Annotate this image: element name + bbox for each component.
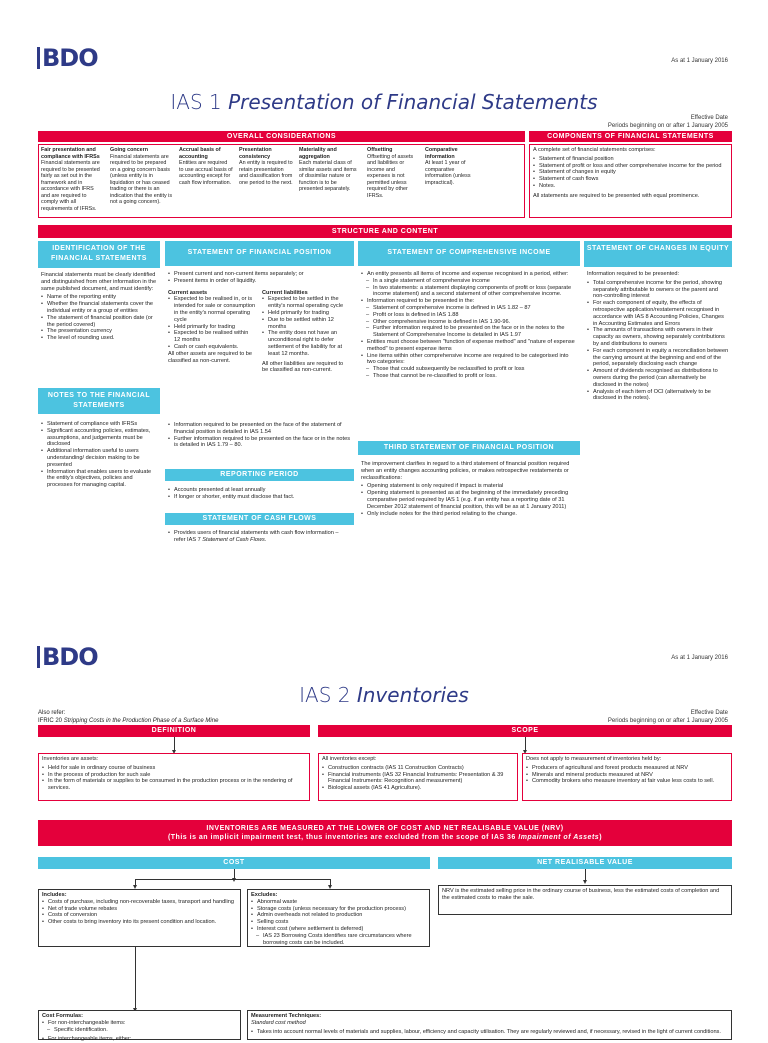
list-item: • Only include notes for the third period relating to the change. — [361, 511, 577, 518]
effective-date-2: Effective Date Periods beginning on or after 1 January 2005 — [607, 710, 728, 724]
third-sofp-header: THIRD STATEMENT OF FINANCIAL POSITION — [358, 441, 580, 455]
cashflow-header: STATEMENT OF CASH FLOWS — [165, 513, 354, 525]
formula-arrow — [135, 947, 136, 1009]
soce-box: Information required to be presented: • Total comprehensive income for the period, showing separately attributable to owners or the parent and non-controlling interest • For each component of equity, the effects of retrospective application/restatement recognised in accordance with IAS 8 Accounting Policies, Changes in Accounting Estimates and Errors • The amounts of transactions with owners in their capacity as owners, showing separately contributions by and distributions to owners • For each component in equity a reconciliation between the carrying amount at the beginning and end of the period, separately disclosing each change • Amount of dividends recognised as distributions to owners during the period (can alternatively be disclosed in the notes) • Analysis of each item of OCI (alternatively to be disclosed in the notes). — [584, 269, 732, 435]
list-item: • Statement of compliance with IFRSs — [41, 421, 157, 428]
notes-box — [38, 419, 160, 515]
list-item: – In a single statement of comprehensive income — [361, 278, 577, 285]
list-item: • Statement of financial position — [533, 156, 728, 163]
measurement-banner: INVENTORIES ARE MEASURED AT THE LOWER OF COST AND NET REALISABLE VALUE (NRV) (This is an implicit impairment test, thus inventories are excluded from the scope of IAS 36 Impairment of Assets) — [38, 820, 732, 846]
list-item: • Analysis of each item of OCI (alternatively to be disclosed in the notes). — [587, 389, 729, 403]
list-item: • Due to be settled within 12 months — [262, 317, 350, 331]
also-refer: Also refer: IFRIC 20 Stripping Costs in the Production Phase of a Surface Mine — [38, 710, 219, 724]
reporting-period-header: REPORTING PERIOD — [165, 469, 354, 481]
list-item: • Interest cost (where settlement is deferred) — [251, 926, 426, 933]
nrv-header: NET REALISABLE VALUE — [438, 857, 732, 869]
list-item: • Present items in order of liquidity. — [168, 278, 351, 285]
definition-box: Inventories are assets: • Held for sale in ordinary course of business • In the process of production for such sale • In the form of materials or supplies to be consumed in the production process or in the rendering of services. — [38, 753, 310, 801]
list-item: • Expected to be settled in the entity's normal operating cycle — [262, 296, 350, 310]
list-item: • Entities must choose between "function of expense method" and "nature of expense method" to present expense items — [361, 339, 577, 353]
list-item: • Information that enables users to evaluate the entity's objectives, policies and processes for managing capital. — [41, 469, 157, 489]
list-item: • The entity does not have an unconditional right to defer settlement of the liability for at least 12 months. — [262, 330, 350, 357]
list-item: • Minerals and mineral products measured at NRV — [526, 772, 728, 779]
list-item: • The amounts of transactions with owners in their capacity as owners, showing separately contributions by and distributions to owners — [587, 327, 729, 347]
as-at-date: As at 1 January 2016 — [671, 58, 728, 64]
list-item: • In the form of materials or supplies to be consumed in the production process or in the rendering of services. — [42, 778, 306, 792]
list-item: • Additional information useful to users understanding/ decision making to be presented — [41, 448, 157, 468]
list-item: • Opening statement is presented as at the beginning of the immediately preceding comparative period required by IAS 1 (e.g. if an entity has a reporting date of 31 December 2012 statement of financial position, this will be as at 1 January 2011) — [361, 490, 577, 510]
list-item: • Selling costs — [251, 919, 426, 926]
overall-column: Going concern Financial statements are required to be prepared on a going concern basis (unless entity is in liquidation or has ceased trading or there is an indication that the entity is not a going concern). — [110, 147, 173, 205]
list-item: • Further information required to be presented on the face or in the notes is detailed in IAS 1.79 – 80. — [168, 436, 351, 450]
list-item: • Information required to be presented in the: — [361, 298, 577, 305]
cost-stem — [234, 869, 235, 879]
list-item: • An entity presents all items of income and expense recognised in a period, either: — [361, 271, 577, 278]
list-item: • In the process of production for such sale — [42, 772, 306, 779]
list-item: • Biological assets (IAS 41 Agriculture). — [322, 785, 514, 792]
as-at-date-2: As at 1 January 2016 — [671, 655, 728, 661]
overall-column: Fair presentation and compliance with IFRSs Financial statements are required to be presented fairly as set out in the framework and in accordance with IFRS and are required to comply with all requirements of IFRSs. — [41, 147, 100, 212]
overall-column: Accrual basis of accounting Entities are required to use accrual basis of accounting except for cash flow information. — [179, 147, 233, 186]
cost-arrow-right — [330, 879, 331, 886]
list-item: • Held for sale in ordinary course of business — [42, 765, 306, 772]
third-sofp-box: The improvement clarifies in regard to a third statement of financial position required when an entity changes accounting policies, or makes retrospective restatements or reclassifications: • Opening statement is only required if impact is material • Opening statement is presented as at the beginning of the immediately preceding comparative period required by IAS 1 (e.g. if an entity has a reporting date of 31 December 2012 statement of financial position, this will be as at 1 January 2011) • Only include notes for the third period relating to the change. — [358, 459, 580, 533]
list-item: • Statement of cash flows — [533, 176, 728, 183]
list-item: • For each component of equity, the effects of retrospective application/restatement recognised in accordance with IAS 8 Accounting Policies, Changes in Accounting Estimates and Errors — [587, 300, 729, 327]
overall-considerations-box — [38, 144, 525, 218]
scope-right-box: Does not apply to measurement of inventories held by: • Producers of agricultural and forest products measured at NRV • Minerals and mineral products measured at NRV • Commodity brokers who measure inventory at fair value less costs to sell. — [522, 753, 732, 801]
list-item: • Producers of agricultural and forest products measured at NRV — [526, 765, 728, 772]
soce-header: STATEMENT OF CHANGES IN EQUITY — [584, 241, 732, 267]
notes-header: NOTES TO THE FINANCIAL STATEMENTS — [38, 388, 160, 414]
list-item: • Admin overheads not related to production — [251, 912, 426, 919]
identification-header: IDENTIFICATION OF THE FINANCIAL STATEMENTS — [38, 241, 160, 268]
list-item: • Whether the financial statements cover the individual entity or a group of entities — [41, 301, 157, 315]
list-item: • Storage costs (unless necessary for the production process) — [251, 906, 426, 913]
excludes-box: Excludes: • Abnormal waste • Storage costs (unless necessary for the production process) • Admin overheads not related to production • Selling costs • Interest cost (where settlement is deferred) – IAS 23 Borrowing Costs identifies rare circumstances where borrowing costs can be included. — [247, 889, 430, 947]
list-item: • Costs of purchase, including non-recoverable taxes, transport and handling — [42, 899, 237, 906]
techniques-box: Measurement Techniques: Standard cost method • Takes into account normal levels of materials and supplies, labour, efficiency and capacity utilisation. They are regularly reviewed and, if necessary, revised in the light of current conditions. — [247, 1010, 732, 1040]
list-item: • If longer or shorter, entity must disclose that fact. — [168, 494, 351, 501]
overall-column: Comparative information At least 1 year of comparative information (unless impractical). — [425, 147, 471, 186]
effective-date: Effective Date Periods beginning on or after 1 January 2005 — [607, 115, 728, 129]
list-item: • Construction contracts (IAS 11 Construction Contracts) — [322, 765, 514, 772]
list-item: • Total comprehensive income for the period, showing separately attributable to owners or the parent and non-controlling interest — [587, 280, 729, 300]
list-item: – Those that cannot be re-classified to profit or loss. — [361, 373, 577, 380]
list-item: • Held primarily for trading — [168, 324, 256, 331]
scope-left-box: All inventories except: • Construction contracts (IAS 11 Construction Contracts) • Financial instruments (IAS 32 Financial Instruments: Presentation & 39 Financial Instruments: Recognition and measurement) • Biological assets (IAS 41 Agriculture). — [318, 753, 518, 801]
list-item: • Significant accounting policies, estimates, assumptions, and judgements must be disclosed — [41, 428, 157, 448]
sofp-box — [165, 269, 354, 419]
cost-arrow-left — [135, 879, 136, 886]
list-item: • Statement of changes in equity — [533, 169, 728, 176]
list-item: – Statement of comprehensive income is defined in IAS 1.82 – 87 — [361, 305, 577, 312]
list-item: • Costs of conversion — [42, 912, 237, 919]
overall-column: Materiality and aggregation Each material class of similar assets and items of dissimilar nature or function is to be presented separately. — [299, 147, 357, 192]
list-item: • Held primarily for trading — [262, 310, 350, 317]
list-item: – Profit or loss is defined in IAS 1.88 — [361, 312, 577, 319]
page-title-2: IAS 2 Inventories — [299, 683, 469, 707]
sofp-header: STATEMENT OF FINANCIAL POSITION — [165, 241, 354, 266]
page-title: IAS 1 Presentation of Financial Statements — [170, 90, 598, 114]
definition-arrow — [174, 737, 175, 751]
list-item: • Present current and non-current items separately; or — [168, 271, 351, 278]
list-item: • Takes into account normal levels of materials and supplies, labour, efficiency and capacity utilisation. They are regularly reviewed and, if necessary, revised in the light of current conditions. — [251, 1029, 728, 1036]
overall-column: Offsetting Offsetting of assets and liabilities or income and expenses is not permitted unless required by other IFRSs. — [367, 147, 414, 199]
components-header: COMPONENTS OF FINANCIAL STATEMENTS — [529, 131, 732, 142]
list-item: – In two statements: a statement displaying components of profit or loss (separate income statement) and a second statement of other comprehensive income. — [361, 285, 577, 299]
list-item: • Financial instruments (IAS 32 Financial Instruments: Presentation & 39 Financial Instruments: Recognition and measurement) — [322, 772, 514, 786]
list-item: • Commodity brokers who measure inventory at fair value less costs to sell. — [526, 778, 728, 785]
cashflow-box: • Provides users of financial statements with cash flow information – refer IAS 7 Statement of Cash Flows. — [165, 528, 354, 550]
list-item: • The presentation currency — [41, 328, 157, 335]
components-box: A complete set of financial statements comprises: • Statement of financial position • Statement of profit or loss and other comprehensive income for the period • Statement of changes in equity • Statement of cash flows • Notes. All statements are required to be presented with equal prominence. — [529, 144, 732, 218]
list-item: • For each component in equity a reconciliation between the carrying amount at the beginning and end of the period, separately disclosing each change — [587, 348, 729, 368]
structure-content-header: STRUCTURE AND CONTENT — [38, 225, 732, 238]
nrv-arrow — [585, 869, 586, 881]
list-item: • The level of rounding used. — [41, 335, 157, 342]
sofp-bottom — [165, 420, 354, 460]
list-item: • Amount of dividends recognised as distributions to owners during the period (can alternatively be disclosed in the notes) — [587, 368, 729, 388]
soci-header: STATEMENT OF COMPREHENSIVE INCOME — [358, 241, 580, 266]
includes-box: Includes: • Costs of purchase, including non-recoverable taxes, transport and handling • Net of trade volume rebates • Costs of conversion • Other costs to bring inventory into its present condition and location. — [38, 889, 241, 947]
list-item: • Notes. — [533, 183, 728, 190]
list-item: • Cash or cash equivalents. — [168, 344, 256, 351]
soci-box — [358, 269, 580, 437]
bdo-logo-2: BDO — [37, 643, 98, 671]
bdo-logo: BDO — [37, 44, 98, 72]
list-item: • Expected to be realised in, or is intended for sale or consumption in the entity's normal operating cycle — [168, 296, 256, 323]
list-item: – Other comprehensive income is defined in IAS 1.90-96. — [361, 319, 577, 326]
definition-header: DEFINITION — [38, 725, 310, 737]
reporting-period-box — [165, 485, 354, 510]
list-item: • Expected to be realised within 12 months — [168, 330, 256, 344]
scope-arrow — [525, 737, 526, 751]
list-item: • Opening statement is only required if impact is material — [361, 483, 577, 490]
list-item: • Information required to be presented on the face of the statement of financial position is detailed in IAS 1.54 — [168, 422, 351, 436]
list-item: • Abnormal waste — [251, 899, 426, 906]
cost-header: COST — [38, 857, 430, 869]
list-item: • Other costs to bring inventory into its present condition and location. — [42, 919, 237, 926]
formulas-box: Cost Formulas: • For non-interchangeable items: – Specific identification. • For interchangeable items, either: — [38, 1010, 241, 1040]
current-liabilities: Current liabilities • Expected to be settled in the entity's normal operating cycle • Held primarily for trading • Due to be settled within 12 months • The entity does not have an unconditional right to defer settlement of the liability for at least 12 months. All other liabilities are required to be classified as non-current. — [262, 290, 350, 377]
list-item: • Net of trade volume rebates — [42, 906, 237, 913]
overall-column: Presentation consistency An entity is required to retain presentation and classification from one period to the next. — [239, 147, 293, 186]
scope-header: SCOPE — [318, 725, 732, 737]
overall-considerations-header: OVERALL CONSIDERATIONS — [38, 131, 525, 142]
list-item: • The statement of financial position date (or the period covered) — [41, 315, 157, 329]
list-item: • Statement of profit or loss and other comprehensive income for the period — [533, 163, 728, 170]
identification-box: Financial statements must be clearly identified and distinguished from other information in the same published document, and must identify: • Name of the reporting entity • Whether the financial statements cover the individual entity or a group of entities • The statement of financial position date (or the period covered) • The presentation currency • The level of rounding used. — [38, 270, 160, 382]
list-item: • Accounts presented at least annually — [168, 487, 351, 494]
list-item: • Line items within other comprehensive income are required to be categorised into two categories: — [361, 353, 577, 367]
components-list — [533, 156, 728, 190]
nrv-box: NRV is the estimated selling price in the ordinary course of business, less the estimated costs of completion and the estimated costs to make the sale. — [438, 885, 732, 915]
list-item: – Further information required to be presented on the face or in the notes to the Statement of Comprehensive Income is detailed in IAS 1.97 — [361, 325, 577, 339]
list-item: • Name of the reporting entity — [41, 294, 157, 301]
list-item: – Those that could subsequently be reclassified to profit or loss — [361, 366, 577, 373]
current-assets: Current assets • Expected to be realised in, or is intended for sale or consumption in the entity's normal operating cycle • Held primarily for trading • Expected to be realised within 12 months • Cash or cash equivalents. All other assets are required to be classified as non-current. — [168, 290, 256, 377]
